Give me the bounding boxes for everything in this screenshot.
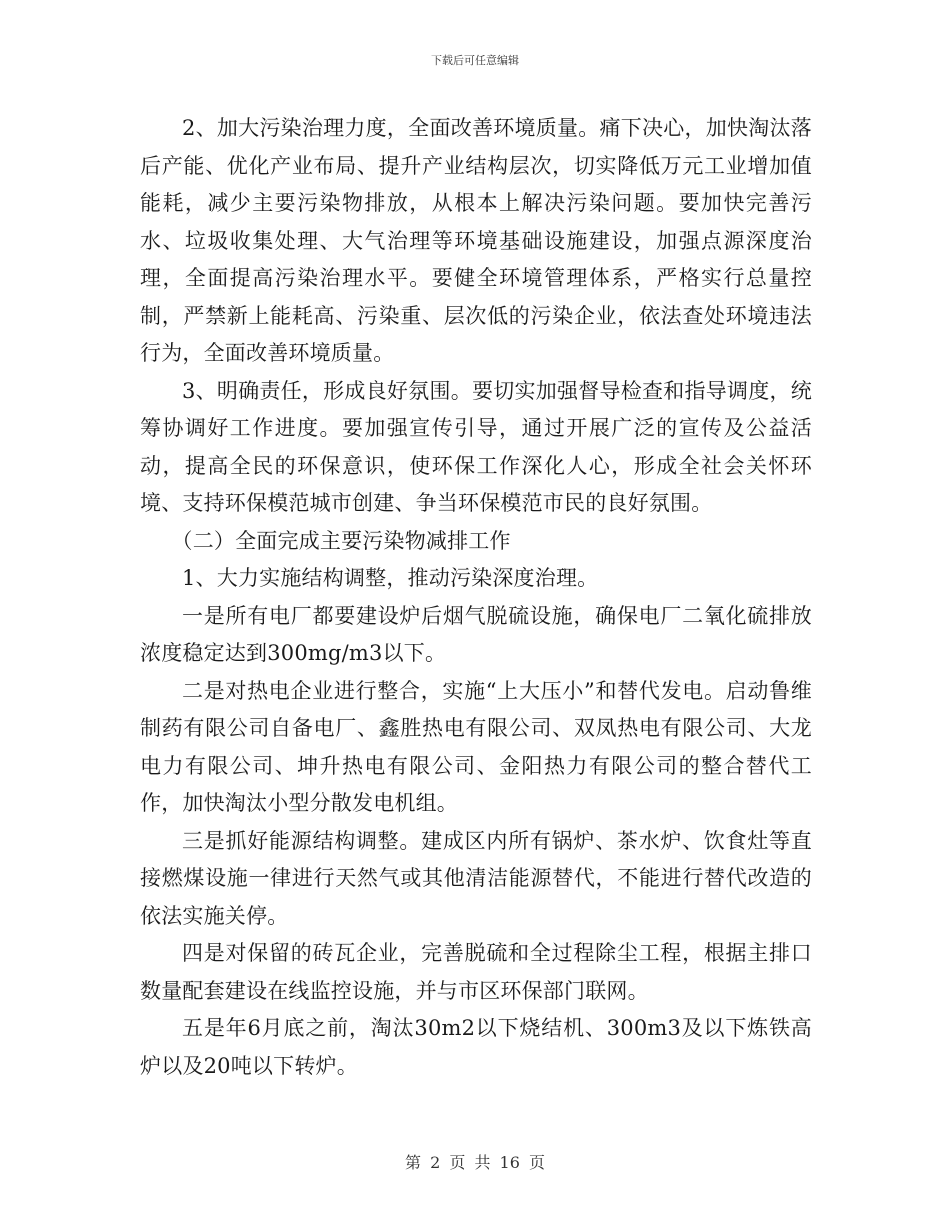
paragraph-clarify-responsibility: 3、明确责任，形成良好氛围。要切实加强督导检查和指导调度，统筹协调好工作进度。要加强宣传引导，通过开展广泛的宣传及公益活动，提高全民的环保意识，使环保工作深化人心，形成全社会关怀环境、支持环保模范城市创建、争当环保模范市民的良好氛围。 [140, 378, 812, 515]
paragraph-item-2: 二是对热电企业进行整合，实施“上大压小”和替代发电。启动鲁维制药有限公司自备电厂、鑫胜热电有限公司、双凤热电有限公司、大龙电力有限公司、坤升热电有限公司、金阳热力有限公司的整合替代工作，加快淘汰小型分散发电机组。 [140, 678, 812, 815]
section-heading-emission-reduction: （二）全面完成主要污染物减排工作 [171, 528, 511, 553]
paragraph-item-5: 五是年6月底之前，淘汰30m2以下烧结机、300m3及以下炼铁高炉以及20吨以下转炉。 [140, 1016, 812, 1078]
paragraph-item-3: 三是抓好能源结构调整。建成区内所有锅炉、茶水炉、饮食灶等直接燃煤设施一律进行天然气或其他清洁能源替代，不能进行替代改造的依法实施关停。 [140, 828, 812, 928]
page-header: 下载后可任意编辑 [431, 54, 519, 67]
page-footer: 第 2 页 共 16 页 [405, 1153, 545, 1172]
paragraph-pollution-control: 2、加大污染治理力度，全面改善环境质量。痛下决心，加快淘汰落后产能、优化产业布局、提升产业结构层次，切实降低万元工业增加值能耗，减少主要污染物排放，从根本上解决污染问题。要加快完善污水、垃圾收集处理、大气治理等环境基础设施建设，加强点源深度治理，全面提高污染治理水平。要健全环境管理体系，严格实行总量控制，严禁新上能耗高、污染重、层次低的污染企业，依法查处环境违法行为，全面改善环境质量。 [140, 116, 812, 365]
paragraph-structure-adjustment: 1、大力实施结构调整，推动污染深度治理。 [182, 566, 599, 590]
paragraph-item-1: 一是所有电厂都要建设炉后烟气脱硫设施，确保电厂二氧化硫排放浓度稳定达到300mg/m3以下。 [140, 603, 812, 665]
document-body [140, 110, 812, 1085]
paragraph-item-4: 四是对保留的砖瓦企业，完善脱硫和全过程除尘工程，根据主排口数量配套建设在线监控设施，并与市区环保部门联网。 [140, 941, 812, 1003]
